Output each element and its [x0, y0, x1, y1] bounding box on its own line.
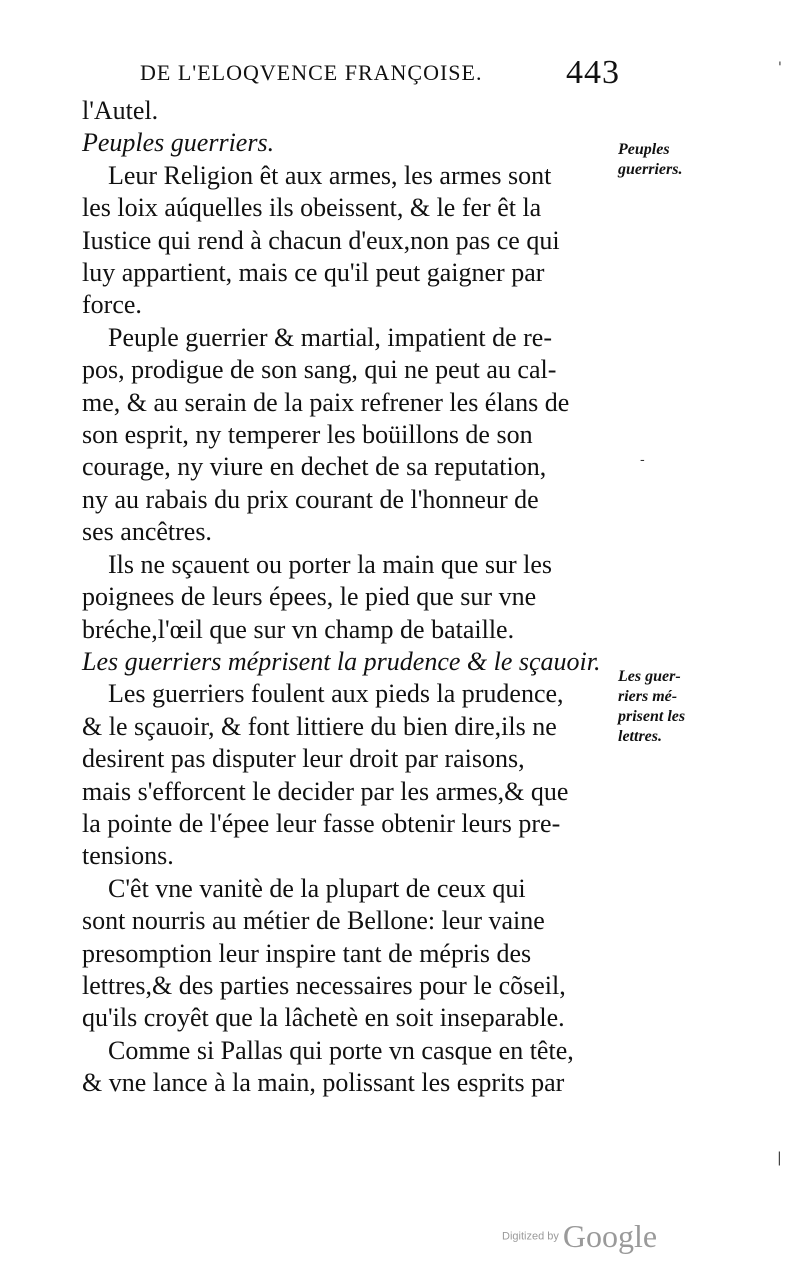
google-logo: Google — [562, 1218, 658, 1254]
section-heading: Les guerriers méprisent la prudence & le sçauoir. — [82, 646, 601, 676]
margin-note-line: Peuples — [618, 141, 670, 158]
text-line: Les guerriers foulent aux pieds la prudence, — [108, 679, 564, 709]
margin-note-line: prisent les — [618, 708, 686, 725]
text-line: son esprit, ny temperer les boüillons de son — [82, 420, 533, 450]
body-text — [82, 95, 614, 1100]
text-line: sont nourris au métier de Bellone: leur vaine — [82, 906, 545, 936]
text-line: tensions. — [82, 841, 174, 871]
scan-speck: - — [640, 452, 645, 468]
text-line: bréche,l'œil que sur vn champ de bataille. — [82, 614, 515, 644]
running-title: DE L'ELOQVENCE FRANÇOISE. — [140, 60, 483, 85]
text-line: courage, ny viure en dechet de sa reputation, — [82, 452, 547, 482]
text-line: Comme si Pallas qui porte vn casque en tête, — [108, 1035, 574, 1065]
text-line: les loix aúquelles ils obeissent, & le fer êt la — [82, 193, 542, 223]
google-watermark — [502, 1218, 657, 1255]
text-line: pos, prodigue de son sang, qui ne peut au cal- — [82, 355, 557, 385]
text-line: poignees de leurs épees, le pied que sur vne — [82, 582, 537, 612]
margin-note-line: riers mé- — [618, 688, 678, 705]
text-line: ny au rabais du prix courant de l'honneur de — [82, 484, 539, 514]
margin-note-line: guerriers. — [618, 161, 683, 178]
text-line: qu'ils croyêt que la lâchetè en soit inseparable. — [82, 1003, 565, 1033]
text-line: presomption leur inspire tant de mépris des — [82, 938, 532, 968]
margin-note-guerriers-meprisent — [618, 667, 728, 747]
scan-speck: | — [777, 1150, 782, 1166]
text-line: Leur Religion êt aux armes, les armes sont — [108, 160, 552, 190]
text-line: me, & au serain de la paix refrener les élans de — [82, 387, 570, 417]
section-heading: Peuples guerriers. — [82, 128, 275, 158]
scan-speck: ' — [778, 60, 782, 76]
digitized-by-text: Digitized by — [502, 1230, 559, 1243]
page-header — [140, 54, 620, 91]
text-line: mais s'efforcent le decider par les armes,& que — [82, 776, 569, 806]
page-number: 443 — [566, 54, 620, 91]
text-line: lettres,& des parties necessaires pour le cõseil, — [82, 970, 566, 1000]
text-line: & vne lance à la main, polissant les esprits par — [82, 1068, 565, 1098]
margin-note-peuples-guerriers — [618, 140, 728, 180]
text-line: Ils ne sçauent ou porter la main que sur les — [108, 549, 553, 579]
text-line: force. — [82, 290, 142, 320]
text-line: Iustice qui rend à chacun d'eux,non pas ce qui — [82, 225, 560, 255]
text-line: luy appartient, mais ce qu'il peut gaigner par — [82, 258, 545, 288]
text-line: desirent pas disputer leur droit par raisons, — [82, 744, 525, 774]
margin-note-line: lettres. — [618, 728, 662, 745]
text-line: ses ancêtres. — [82, 517, 212, 547]
text-line: la pointe de l'épee leur fasse obtenir leurs pre- — [82, 808, 561, 838]
text-line: C'êt vne vanitè de la plupart de ceux qui — [108, 873, 526, 903]
text-line: & le sçauoir, & font littiere du bien dire,ils ne — [82, 711, 557, 741]
margin-note-line: Les guer- — [618, 668, 681, 685]
text-line: l'Autel. — [82, 96, 159, 125]
text-line: Peuple guerrier & martial, impatient de re- — [108, 322, 552, 352]
